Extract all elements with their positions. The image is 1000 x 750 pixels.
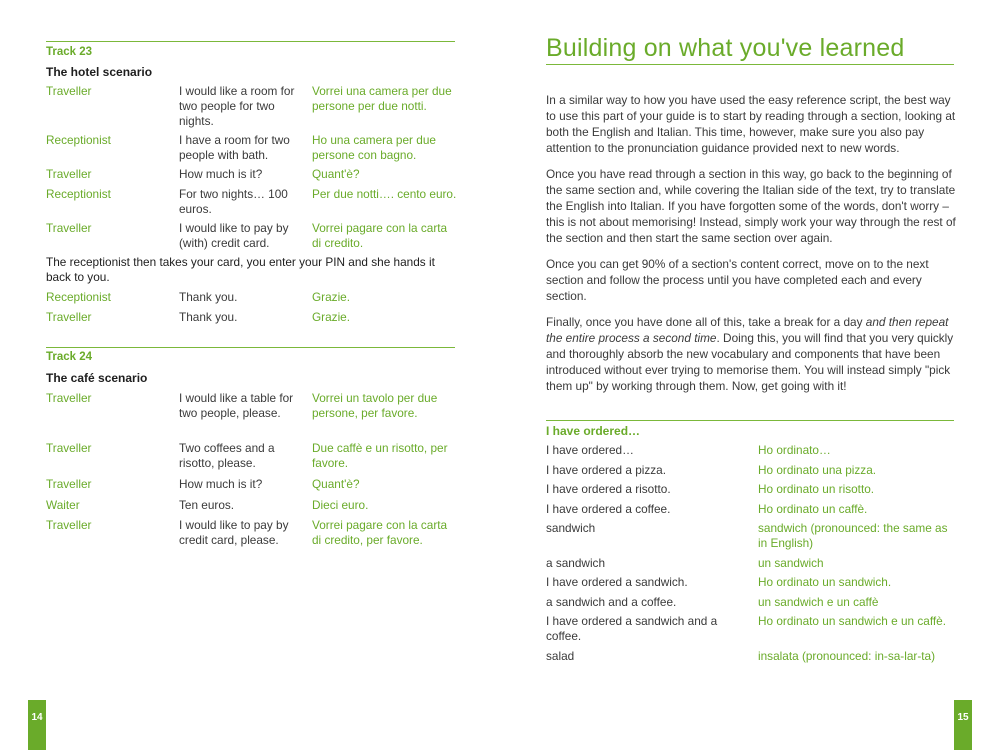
italian-phrase: Ho ordinato… (758, 443, 831, 457)
paragraph: Once you can get 90% of a section's content correct, move on to the next section and follow the process until you have completed each and every section. (546, 257, 929, 303)
english-text: Ten euros. (179, 498, 235, 512)
italian-phrase: Ho ordinato un sandwich e un caffè. (758, 614, 947, 628)
italian-text: Grazie. (312, 290, 351, 304)
page-title: Building on what you've learned (546, 34, 905, 62)
english-text: How much is it? (179, 477, 263, 491)
english-phrase: a sandwich (546, 556, 606, 570)
italian-text: Dieci euro. (312, 498, 369, 512)
english-phrase: I have ordered… (546, 443, 634, 457)
english-phrase: I have ordered a sandwich. (546, 575, 688, 589)
track-23-label: Track 23 (46, 46, 93, 58)
italian-phrase: un sandwich e un caffè (758, 595, 879, 609)
page-number-tab (954, 700, 972, 750)
english-phrase: a sandwich and a coffee. (546, 595, 677, 609)
italian-phrase: Ho ordinato un risotto. (758, 482, 875, 496)
paragraph: Once you have read through a section in this way, go back to the beginning of the same section and, while covering the Italian side of the text, try to translate the English into Italian. If you have forgotten some of the words, don't worry – this is not about memorising! Instead, simply work your way through the rest of the section and then start the same section over again. (546, 167, 956, 245)
italian-phrase: Ho ordinato un sandwich. (758, 575, 892, 589)
vocab-heading: I have ordered… (546, 424, 641, 438)
italian-text: Ho una camera per due persone con bagno. (312, 133, 436, 162)
italian-phrase: Ho ordinato un caffè. (758, 502, 868, 516)
role: Traveller (46, 441, 92, 455)
italian-phrase: Ho ordinato una pizza. (758, 463, 877, 477)
role: Waiter (46, 498, 80, 512)
role: Traveller (46, 84, 92, 98)
paragraph (546, 314, 956, 394)
cafe-scenario-heading: The café scenario (46, 371, 148, 385)
role: Traveller (46, 477, 92, 491)
italian-text: Vorrei una camera per due persone per due notti. (312, 84, 452, 113)
track-24-label: Track 24 (46, 351, 93, 363)
italian-text: Vorrei pagare con la carta di credito, per favore. (312, 518, 448, 547)
english-text: Two coffees and a risotto, please. (179, 441, 275, 470)
paragraph-text: Finally, once you have done all of this, take a break for a day (546, 315, 866, 329)
emphasis-text: and then repeat the entire process a second time (546, 315, 949, 345)
hotel-scenario-heading: The hotel scenario (46, 65, 153, 79)
role: Traveller (46, 167, 92, 181)
paragraph: In a similar way to how you have used the easy reference script, the best way to use this part of your guide is to start by reading through a section, looking at both the English and Italian. This time, however, make sure you also pay attention to the pronunciation guidance provided next to new words. (546, 93, 956, 155)
english-phrase: I have ordered a pizza. (546, 463, 667, 477)
italian-text: Quant'è? (312, 167, 360, 181)
english-text: I would like a table for two people, please. (179, 391, 294, 420)
role: Traveller (46, 221, 92, 235)
role: Traveller (46, 310, 92, 324)
divider (546, 420, 954, 421)
italian-text: Due caffè e un risotto, per favore. (312, 441, 448, 470)
english-text: Thank you. (179, 290, 238, 304)
role: Traveller (46, 518, 92, 532)
role: Receptionist (46, 133, 111, 147)
divider (546, 64, 954, 65)
italian-text: Vorrei pagare con la carta di credito. (312, 221, 448, 250)
italian-text: Grazie. (312, 310, 351, 324)
role: Receptionist (46, 187, 111, 201)
page-number: 14 (31, 712, 43, 723)
paragraph-text: . Doing this, you will find that you very quickly and thoroughly absorb the new vocabulary and components that have been introduced without ever trying to memorise them. You will instead simply "pick them up" by working through them. Now, get going with it! (546, 331, 954, 393)
english-phrase: I have ordered a risotto. (546, 482, 671, 496)
english-text: I would like to pay by credit card, please. (179, 518, 289, 547)
english-text: Thank you. (179, 310, 238, 324)
italian-phrase: un sandwich (758, 556, 824, 570)
english-phrase: sandwich (546, 521, 596, 535)
italian-text: Per due notti…. cento euro. (312, 187, 457, 201)
italian-text: Vorrei un tavolo per due persone, per favore. (312, 391, 438, 420)
italian-phrase: insalata (pronounced: in-sa-lar-ta) (758, 649, 936, 663)
english-text: How much is it? (179, 167, 263, 181)
role: Receptionist (46, 290, 111, 304)
english-text: I would like to pay by (with) credit card. (179, 221, 289, 250)
english-phrase: I have ordered a sandwich and a coffee. (546, 614, 718, 643)
italian-text: Quant'è? (312, 477, 360, 491)
english-text: I have a room for two people with bath. (179, 133, 290, 162)
english-text: I would like a room for two people for two nights. (179, 84, 295, 128)
role: Traveller (46, 391, 92, 405)
italian-phrase: sandwich (pronounced: the same as in English) (758, 521, 948, 550)
page-number: 15 (957, 712, 969, 723)
english-phrase: I have ordered a coffee. (546, 502, 671, 516)
english-phrase: salad (546, 649, 575, 663)
english-text: For two nights… 100 euros. (179, 187, 288, 216)
narration-note: The receptionist then takes your card, you enter your PIN and she hands it back to you. (46, 255, 435, 284)
